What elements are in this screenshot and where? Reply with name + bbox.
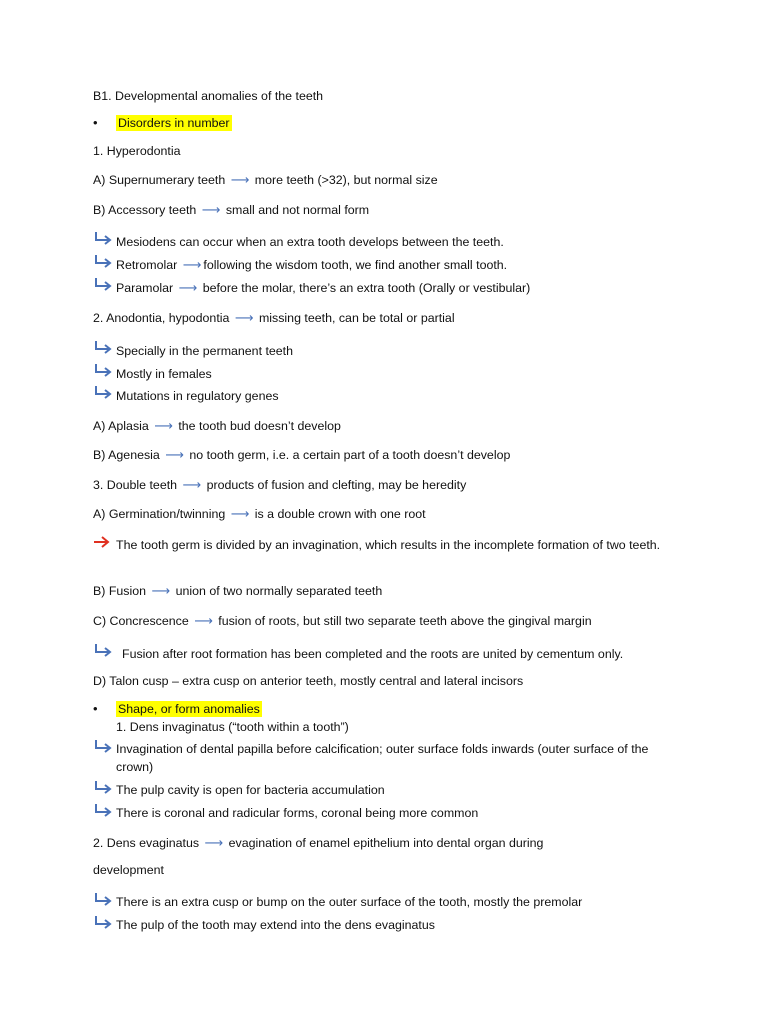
double-teeth-line: 3. Double teeth ⟶ products of fusion and clefting, may be heredity	[93, 477, 467, 492]
hook-arrow-icon	[93, 892, 113, 906]
retromolar-line: Retromolar ⟶ following the wisdom tooth, we find another small tooth.	[116, 257, 508, 272]
development-line: development	[93, 863, 164, 877]
dens-invaginatus-line: 1. Dens invaginatus (“tooth within a tooth”)	[116, 720, 349, 734]
fusion-after-line: Fusion after root formation has been completed and the roots are united by cementum only.	[122, 647, 624, 661]
hook-arrow-icon	[93, 739, 113, 753]
bullet-icon: •	[93, 701, 98, 716]
pulp-extend-line: The pulp of the tooth may extend into the dens evaginatus	[116, 918, 435, 932]
right-arrow-icon: ⟶	[230, 506, 250, 521]
talon-line: D) Talon cusp – extra cusp on anterior teeth, mostly central and lateral incisors	[93, 674, 524, 688]
accessory-line: B) Accessory teeth ⟶ small and not normal form	[93, 202, 370, 217]
hook-arrow-icon	[93, 231, 113, 245]
right-arrow-icon: ⟶	[204, 835, 224, 850]
dens-evaginatus-line: 2. Dens evaginatus ⟶ evagination of enamel epithelium into dental organ during	[93, 835, 544, 850]
females-line: Mostly in females	[116, 367, 212, 381]
right-arrow-icon: ⟶	[154, 418, 173, 433]
right-arrow-icon: ⟶	[182, 477, 202, 492]
right-arrow-icon: ⟶	[151, 583, 171, 598]
hook-arrow-icon	[93, 780, 113, 794]
aplasia-line: A) Aplasia ⟶ the tooth bud doesn’t develop	[93, 418, 341, 433]
right-arrow-icon: ⟶	[165, 447, 184, 462]
doc-title: B1. Developmental anomalies of the teeth	[93, 89, 324, 103]
specially-line: Specially in the permanent teeth	[116, 344, 294, 358]
right-arrow-icon: ⟶	[230, 172, 250, 187]
right-arrow-icon: ⟶	[201, 202, 221, 217]
mesiodens-line: Mesiodens can occur when an extra tooth develops between the teeth.	[116, 235, 504, 249]
germination-line: A) Germination/twinning ⟶ is a double crown with one root	[93, 506, 426, 521]
agenesia-line: B) Agenesia ⟶ no tooth germ, i.e. a certain part of a tooth doesn’t develop	[93, 447, 511, 462]
paramolar-line: Paramolar ⟶ before the molar, there’s an extra tooth (Orally or vestibular)	[116, 280, 531, 295]
right-arrow-icon: ⟶	[194, 613, 213, 628]
anodontia-line: 2. Anodontia, hypodontia ⟶ missing teeth, can be total or partial	[93, 310, 455, 325]
hook-arrow-icon	[93, 363, 113, 377]
coronal-line: There is coronal and radicular forms, coronal being more common	[116, 806, 479, 820]
red-arrow-icon	[93, 535, 111, 549]
hook-arrow-icon	[93, 915, 113, 929]
section-heading-number: Disorders in number	[118, 116, 230, 130]
hook-arrow-icon	[93, 643, 113, 657]
bullet-icon: •	[93, 115, 98, 130]
hook-arrow-icon	[93, 277, 113, 291]
hook-arrow-icon	[93, 385, 113, 399]
section-heading-shape: Shape, or form anomalies	[118, 702, 260, 716]
supernumerary-line: A) Supernumerary teeth ⟶ more teeth (>32), but normal size	[93, 172, 438, 187]
hook-arrow-icon	[93, 340, 113, 354]
hyperodontia-heading: 1. Hyperodontia	[93, 144, 181, 158]
pulp-open-line: The pulp cavity is open for bacteria accumulation	[116, 783, 385, 797]
germ-divided-line: The tooth germ is divided by an invagination, which results in the incomplete formation of two teeth.	[116, 538, 661, 552]
invagination-line: Invagination of dental papilla before calcification; outer surface folds inwards (outer surface of the crown)	[116, 742, 649, 774]
mutations-line: Mutations in regulatory genes	[116, 389, 279, 403]
hook-arrow-icon	[93, 254, 113, 268]
concrescence-line: C) Concrescence ⟶ fusion of roots, but still two separate teeth above the gingival margin	[93, 613, 592, 628]
extra-cusp-line: There is an extra cusp or bump on the outer surface of the tooth, mostly the premolar	[116, 895, 583, 909]
fusion-line: B) Fusion ⟶ union of two normally separated teeth	[93, 583, 383, 598]
hook-arrow-icon	[93, 803, 113, 817]
right-arrow-icon: ⟶	[182, 257, 202, 272]
right-arrow-icon: ⟶	[234, 310, 254, 325]
right-arrow-icon: ⟶	[178, 280, 198, 295]
